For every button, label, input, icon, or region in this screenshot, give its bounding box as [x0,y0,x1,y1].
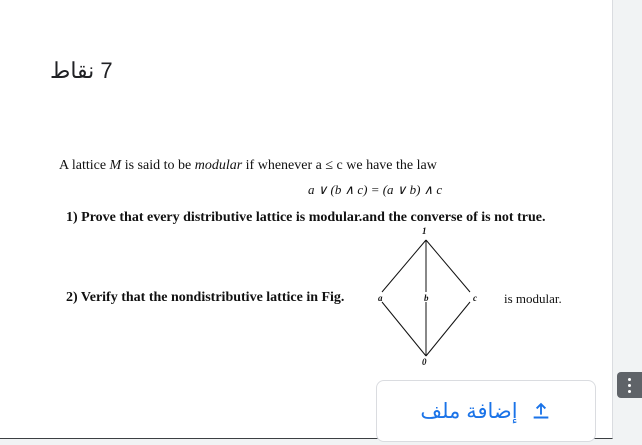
lattice-b-label: b [424,293,429,303]
upload-icon [530,400,552,422]
lattice-bottom-label: 0 [422,357,427,367]
lattice-c-label: c [473,293,477,303]
question-image [58,150,588,375]
definition-prefix: A lattice [59,158,110,173]
lattice-a-label: a [378,293,383,303]
definition-suffix: if whenever a ≤ c we have the law [242,158,437,173]
modular-law: a ∨ (b ∧ c) = (a ∨ b) ∧ c [308,182,443,197]
modular-word: modular [194,158,243,173]
definition-mid: is said to be [121,158,195,173]
more-vert-icon[interactable] [617,372,642,398]
lattice-top-label: 1 [422,226,427,236]
definition-line [59,158,437,174]
item-2: 2) Verify that the nondistributive lattice in Fig. [66,290,345,305]
item-1: 1) Prove that every distributive lattice is modular.and the converse of is not true. [66,210,546,225]
add-file-button[interactable] [376,380,596,442]
points-label: 7 نقاط [50,58,113,83]
item-2-suffix: is modular. [504,291,562,306]
var-m: M [109,158,122,173]
add-file-label: إضافة ملف [420,399,518,423]
